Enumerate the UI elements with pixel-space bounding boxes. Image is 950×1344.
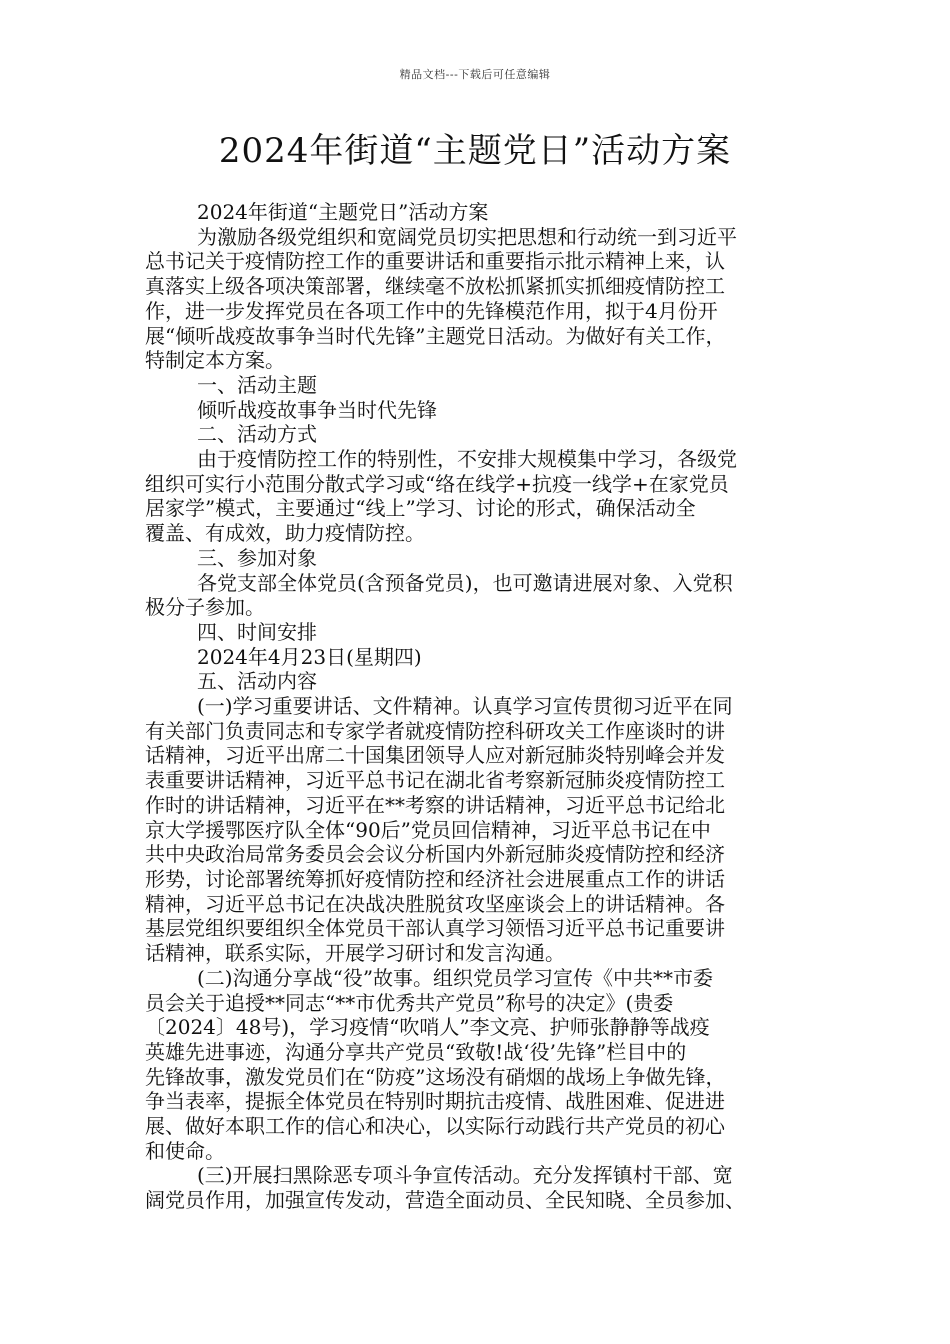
section-heading-content: 五、活动内容 xyxy=(197,669,317,694)
document-body xyxy=(145,200,817,1213)
schedule-paragraph: 2024年4月23日(星期四) xyxy=(197,644,422,669)
document-title: 2024年街道“主题党日”活动方案 xyxy=(218,131,732,171)
method-paragraph: 由于疫情防控工作的特别性，不安排大规模集中学习，各级党 组织可实行小范围分散式学习或“络在线学+抗疫一线学+在家党员 居家学”模式，主要通过“线上”学习、讨论的形式，确保活动全 覆盖、有成效，助力疫情防控。 xyxy=(145,447,737,546)
intro-paragraph: 为激励各级党组织和宽阔党员切实把思想和行动统一到习近平 总书记关于疫情防控工作的重要讲话和重要指示批示精神上来，认 真落实上级各项决策部署，继续毫不放松抓紧抓实抓细疫情防控工 作，进一步发挥党员在各项工作中的先锋模范作用，拟于4月份开 展“倾听战疫故事争当时代先锋”主题党日活动。为做好有关工作， 特制定本方案。 xyxy=(145,224,737,373)
participants-paragraph: 各党支部全体党员(含预备党员)，也可邀请进展对象、入党积 极分子参加。 xyxy=(145,570,733,620)
section-heading-participants: 三、参加对象 xyxy=(197,545,317,570)
content-item-3-paragraph: (三)开展扫黑除恶专项斗争宣传活动。充分发挥镇村干部、宽 阔党员作用，加强宣传发动，营造全面动员、全民知晓、全员参加、 xyxy=(145,1163,745,1213)
content-item-1-paragraph: (一)学习重要讲话、文件精神。认真学习宣传贯彻习近平在同 有关部门负责同志和专家学者就疫情防控科研攻关工作座谈时的讲 话精神，习近平出席二十国集团领导人应对新冠肺炎特别峰会并发 表重要讲话精神，习近平总书记在湖北省考察新冠肺炎疫情防控工 作时的讲话精神，习近平在**考察的讲话精神，习近平总书记给北 京大学援鄂医疗队全体“90后”党员回信精神，习近平总书记在中 共中央政治局常务委员会会议分析国内外新冠肺炎疫情防控和经济 形势，讨论部署统筹抓好疫情防控和经济社会进展重点工作的讲话 精神，习近平总书记在决战决胜脱贫攻坚座谈会上的讲话精神。各 基层党组织要组织全体党员干部认真学习领悟习近平总书记重要讲 话精神，联系实际，开展学习研讨和发言沟通。 xyxy=(145,694,733,966)
section-heading-theme: 一、活动主题 xyxy=(197,372,317,397)
section-heading-schedule: 四、时间安排 xyxy=(197,619,317,644)
content-item-2-paragraph: (二)沟通分享战“役”故事。组织党员学习宣传《中共**市委 员会关于追授**同志“**市优秀共产党员”称号的决定》(贵委 〔2024〕48号)，学习疫情“吹哨人”李文亮、护师张静静等战疫 英雄先进事迹，沟通分享共产党员“致敬!战‘役’先锋”栏目中的 先锋故事，激发党员们在“防疫”这场没有硝烟的战场上争做先锋， 争当表率，提振全体党员在特别时期抗击疫情、战胜困难、促进进 展、做好本职工作的信心和决心，以实际行动践行共产党员的初心 和使命。 xyxy=(145,965,726,1163)
subtitle-paragraph: 2024年街道“主题党日”活动方案 xyxy=(197,200,489,224)
theme-paragraph: 倾听战疫故事争当时代先锋 xyxy=(197,397,437,422)
section-heading-method: 二、活动方式 xyxy=(197,422,317,447)
header-note: 精品文档---下载后可任意编辑 xyxy=(399,68,551,81)
